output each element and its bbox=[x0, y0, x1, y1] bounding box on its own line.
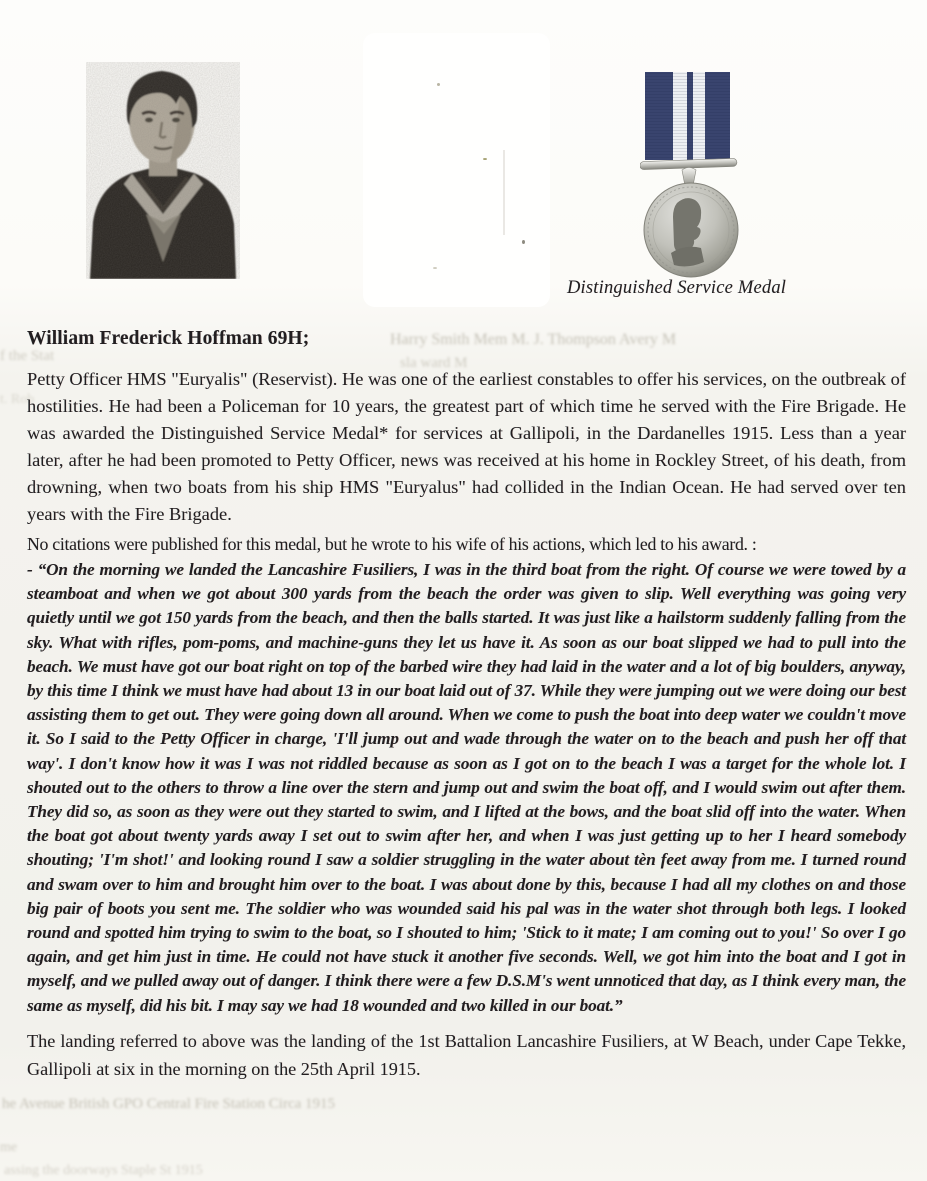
scan-bleedthrough-rectangle bbox=[363, 33, 550, 307]
ghost-text-fragment: he Avenue British GPO Central Fire Station Circa 1915 bbox=[2, 1096, 336, 1112]
letter-quote-paragraph: - “On the morning we landed the Lancashire Fusiliers, I was in the third boat from the right. Of course we were towed by a steamboat and when we got about 300 yards from the beach the order was given to slip. Well everything was going very quietly until we got 150 yards from the beach, and then the balls started. It was just like a hailstorm suddenly falling from the sky. What with rifles, pom-poms, and machine-guns they let us have it. As soon as our boat slipped we had to pull into the beach. We must have got our boat right on top of the barbed wire they had laid in the water and a lot of big boulders, anyway, by this time I think we must have had about 13 in our boat laid out of 37. While they were jumping out we were doing our best assisting them to get out. They were going down all around. When we come to push the boat into deep water we couldn't move it. So I said to the Petty Officer in charge, 'I'll jump out and wade through the water on to the beach and push her off that way'. I don't know how it was I was not riddled because as soon as I got on to the beach I was a target for the whole lot. I shouted out to the others to throw a line over the stern and jump out and swim the boat off, and I would swim out after them. They did so, as soon as they were out they started to swim, and I lifted at the bows, and the boat slid off into the water. When the boat got about twenty yards away I set out to swim after her, and when I was just getting up to her I heard somebody shouting; 'I'm shot!' and looking round I saw a soldier struggling in the water about tèn feet away from me. I turned round and swam over to him and brought him over to the boat. I was about done by this, because I had all my clothes on and those big pair of boots you sent me. The soldier who was wounded said his pal was in the water shot through both legs. I looked round and spotted him trying to swim to the boat, so I shouted to him; 'Stick to it mate; I am coming out to you!' So over I go again, and get him just in time. He could not have stuck it another five seconds. Well, we got him into the boat and I got in myself, and we pulled away out of danger. I think there were a few D.S.M's went unnoticed that day, as I think every man, the same as myself, did his bit. I may say we had 18 wounded and two killed in our boat.” bbox=[27, 560, 906, 1015]
ghost-text-fragment: sla ward M bbox=[400, 355, 468, 371]
distinguished-service-medal-image bbox=[640, 70, 740, 285]
ghost-text-fragment: f the Stat bbox=[0, 348, 55, 364]
scan-speck bbox=[522, 240, 525, 244]
scan-speck bbox=[433, 267, 437, 269]
page-title: William Frederick Hoffman 69H; bbox=[27, 328, 310, 349]
biography-paragraph: Petty Officer HMS "Euryalis" (Reservist). He was one of the earliest constables to offer his services, on the outbreak of hostilities. He had been a Policeman for 10 years, the greatest part of which time he served with the Fire Brigade. He was awarded the Distinguished Service Medal* for services at Gallipoli, in the Dardanelles 1915. Less than a year later, after he had been promoted to Petty Officer, news was received at his home in Rockley Street, of his death, from drowning, when two boats from his ship HMS "Euryalus" had collided in the Indian Ocean. He had served over ten years with the Fire Brigade. bbox=[27, 369, 906, 524]
closing-paragraph: The landing referred to above was the landing of the 1st Battalion Lancashire Fusiliers, at W Beach, under Cape Tekke, Gallipoli at six in the morning on the 25th April 1915. bbox=[27, 1030, 906, 1079]
portrait-photo bbox=[86, 62, 240, 279]
medal-caption: Distinguished Service Medal bbox=[567, 278, 787, 298]
ghost-text-fragment: me bbox=[0, 1140, 18, 1155]
sailor-portrait-image bbox=[86, 62, 240, 279]
medal-disc bbox=[644, 183, 738, 277]
medal-image bbox=[640, 70, 740, 285]
ghost-text-fragment: assing the doorways Staple St 1915 bbox=[4, 1163, 203, 1178]
scan-crease bbox=[503, 150, 505, 235]
scan-speck bbox=[437, 83, 440, 86]
quote-intro-line: No citations were published for this medal, but he wrote to his wife of his actions, which led to his award. : bbox=[27, 534, 757, 554]
king-george-profile bbox=[671, 198, 704, 266]
ghost-text-fragment: Harry Smith Mem M. J. Thompson Avery M bbox=[390, 331, 677, 348]
scan-speck bbox=[483, 158, 487, 160]
document-text-column bbox=[27, 326, 906, 1083]
ghost-text-fragment: t. Rob bbox=[0, 392, 35, 407]
medal-ribbon bbox=[645, 72, 730, 160]
